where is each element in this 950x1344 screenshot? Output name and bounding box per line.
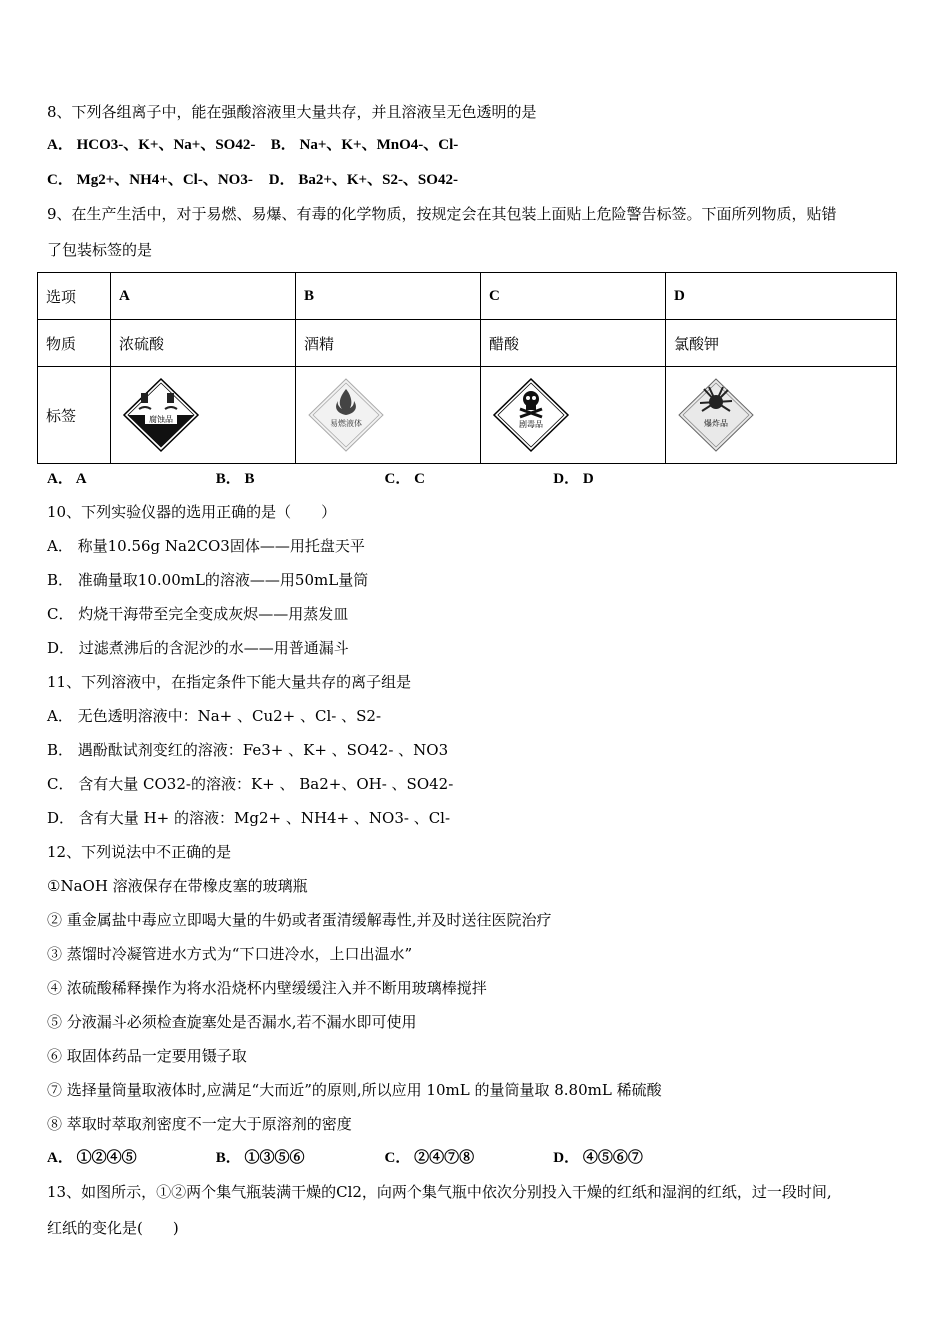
q12-option-b[interactable]: B． ①③⑤⑥ xyxy=(215,1150,305,1166)
q9-label-cell-b xyxy=(296,367,481,464)
q9-table-cell: 醋酸 xyxy=(481,320,666,367)
q12-item: ② 重金属盐中毒应立即喝大量的牛奶或者蛋清缓解毒性,并及时送往医院治疗 xyxy=(47,911,552,929)
q13-stem-line2: 红纸的变化是( ) xyxy=(47,1219,179,1237)
q9-stem-line1: 9、在生产生活中，对于易燃、易爆、有毒的化学物质，按规定会在其包装上面贴上危险警告标签。下面所列物质，贴错 xyxy=(47,205,837,223)
q9-table-header-cell: A xyxy=(111,273,296,320)
q8-options-row1 xyxy=(47,135,458,155)
q12-option-a[interactable]: A． ①②④⑤ xyxy=(47,1150,137,1166)
q9-label-cell-c xyxy=(481,367,666,464)
q9-table-header-cell: C xyxy=(481,273,666,320)
q8-stem: 8、下列各组离子中，能在强酸溶液里大量共存，并且溶液呈无色透明的是 xyxy=(47,103,537,121)
q9-option-c[interactable]: C． C xyxy=(384,471,425,487)
q11-stem: 11、下列溶液中，在指定条件下能大量共存的离子组是 xyxy=(47,673,412,691)
q9-table-cell: 酒精 xyxy=(296,320,481,367)
q9-table-header-row xyxy=(38,273,897,320)
q10-option-a[interactable]: A． 称量10.56g Na2CO3固体——用托盘天平 xyxy=(47,537,365,555)
test-tube-icon xyxy=(141,393,148,403)
q9-table-header-cell: D xyxy=(666,273,897,320)
label-text: 腐蚀品 xyxy=(149,415,173,424)
q9-label-cell-a xyxy=(111,367,296,464)
q9-table-header-cell: B xyxy=(296,273,481,320)
q11-option-a[interactable]: A． 无色透明溶液中：Na+ 、Cu2+ 、Cl- 、S2- xyxy=(47,707,382,725)
q12-item: ⑥ 取固体药品一定要用镊子取 xyxy=(47,1047,247,1065)
q9-option-b[interactable]: B． B xyxy=(215,471,255,487)
toxic-diamond-icon xyxy=(491,377,571,453)
q9-table-label-row xyxy=(38,367,897,464)
q10-option-d[interactable]: D． 过滤煮沸后的含泥沙的水——用普通漏斗 xyxy=(47,639,349,657)
q10-option-b[interactable]: B． 准确量取10.00mL的溶液——用50mL量筒 xyxy=(47,571,369,589)
q11-option-b[interactable]: B． 遇酚酞试剂变红的溶液：Fe3+ 、K+ 、SO42- 、NO3 xyxy=(47,741,449,759)
q12-item: ④ 浓硫酸稀释操作为将水沿烧杯内壁缓缓注入并不断用玻璃棒搅拌 xyxy=(47,979,487,997)
q12-option-d[interactable]: D． ④⑤⑥⑦ xyxy=(553,1150,643,1166)
q12-item: ③ 蒸馏时冷凝管进水方式为“下口进冷水，上口出温水” xyxy=(47,945,413,963)
q9-table-header-cell: 选项 xyxy=(38,273,111,320)
q9-table-cell: 标签 xyxy=(38,367,111,464)
q12-stem: 12、下列说法中不正确的是 xyxy=(47,843,232,861)
explosive-diamond-icon xyxy=(676,377,756,453)
q11-option-c[interactable]: C． 含有大量 CO32-的溶液：K+ 、 Ba2+、OH- 、SO42- xyxy=(47,775,454,793)
q12-item: ①NaOH 溶液保存在带橡皮塞的玻璃瓶 xyxy=(47,877,308,895)
q12-option-c[interactable]: C． ②④⑦⑧ xyxy=(384,1150,475,1166)
q9-table-cell: 浓硫酸 xyxy=(111,320,296,367)
q12-item: ⑧ 萃取时萃取剂密度不一定大于原溶剂的密度 xyxy=(47,1115,352,1133)
q8-option-c[interactable]: C． Mg2+、NH4+、Cl-、NO3- xyxy=(47,172,253,188)
q8-options-row2 xyxy=(47,170,458,190)
q12-item: ⑦ 选择量筒量取液体时,应满足“大而近”的原则,所以应用 10mL 的量筒量取 8.80mL 稀硫酸 xyxy=(47,1081,662,1099)
flammable-diamond-icon xyxy=(306,377,386,453)
q10-stem: 10、下列实验仪器的选用正确的是（ ） xyxy=(47,503,337,521)
q11-option-d[interactable]: D． 含有大量 H+ 的溶液：Mg2+ 、NH4+ 、NO3- 、Cl- xyxy=(47,809,451,827)
q9-table-substance-row xyxy=(38,320,897,367)
corrosive-diamond-icon xyxy=(121,377,201,453)
q8-option-d[interactable]: D． Ba2+、K+、S2-、SO42- xyxy=(268,172,458,188)
q13-stem-line1: 13、如图所示，①②两个集气瓶装满干燥的Cl2，向两个集气瓶中依次分别投入干燥的红纸和湿润的红纸，过一段时间, xyxy=(47,1183,832,1201)
q9-stem-line2: 了包装标签的是 xyxy=(47,241,153,259)
q8-option-a[interactable]: A． HCO3-、K+、Na+、SO42- xyxy=(47,137,256,153)
q9-option-d[interactable]: D． D xyxy=(553,471,594,487)
q9-options xyxy=(47,469,594,489)
q12-item: ⑤ 分液漏斗必须检查旋塞处是否漏水,若不漏水即可使用 xyxy=(47,1013,417,1031)
q9-table-cell: 氯酸钾 xyxy=(666,320,897,367)
q9-label-cell-d xyxy=(666,367,897,464)
q10-option-c[interactable]: C． 灼烧干海带至完全变成灰烬——用蒸发皿 xyxy=(47,605,349,623)
q9-table xyxy=(37,272,897,464)
q9-option-a[interactable]: A． A xyxy=(47,471,87,487)
label-text: 剧毒品 xyxy=(519,420,543,429)
label-text: 易燃液体 xyxy=(330,419,362,428)
test-tube-icon xyxy=(167,393,174,403)
q9-table-cell: 物质 xyxy=(38,320,111,367)
q8-option-b[interactable]: B． Na+、K+、MnO4-、Cl- xyxy=(270,137,459,153)
label-text: 爆炸品 xyxy=(704,419,728,428)
q12-options xyxy=(47,1148,643,1168)
